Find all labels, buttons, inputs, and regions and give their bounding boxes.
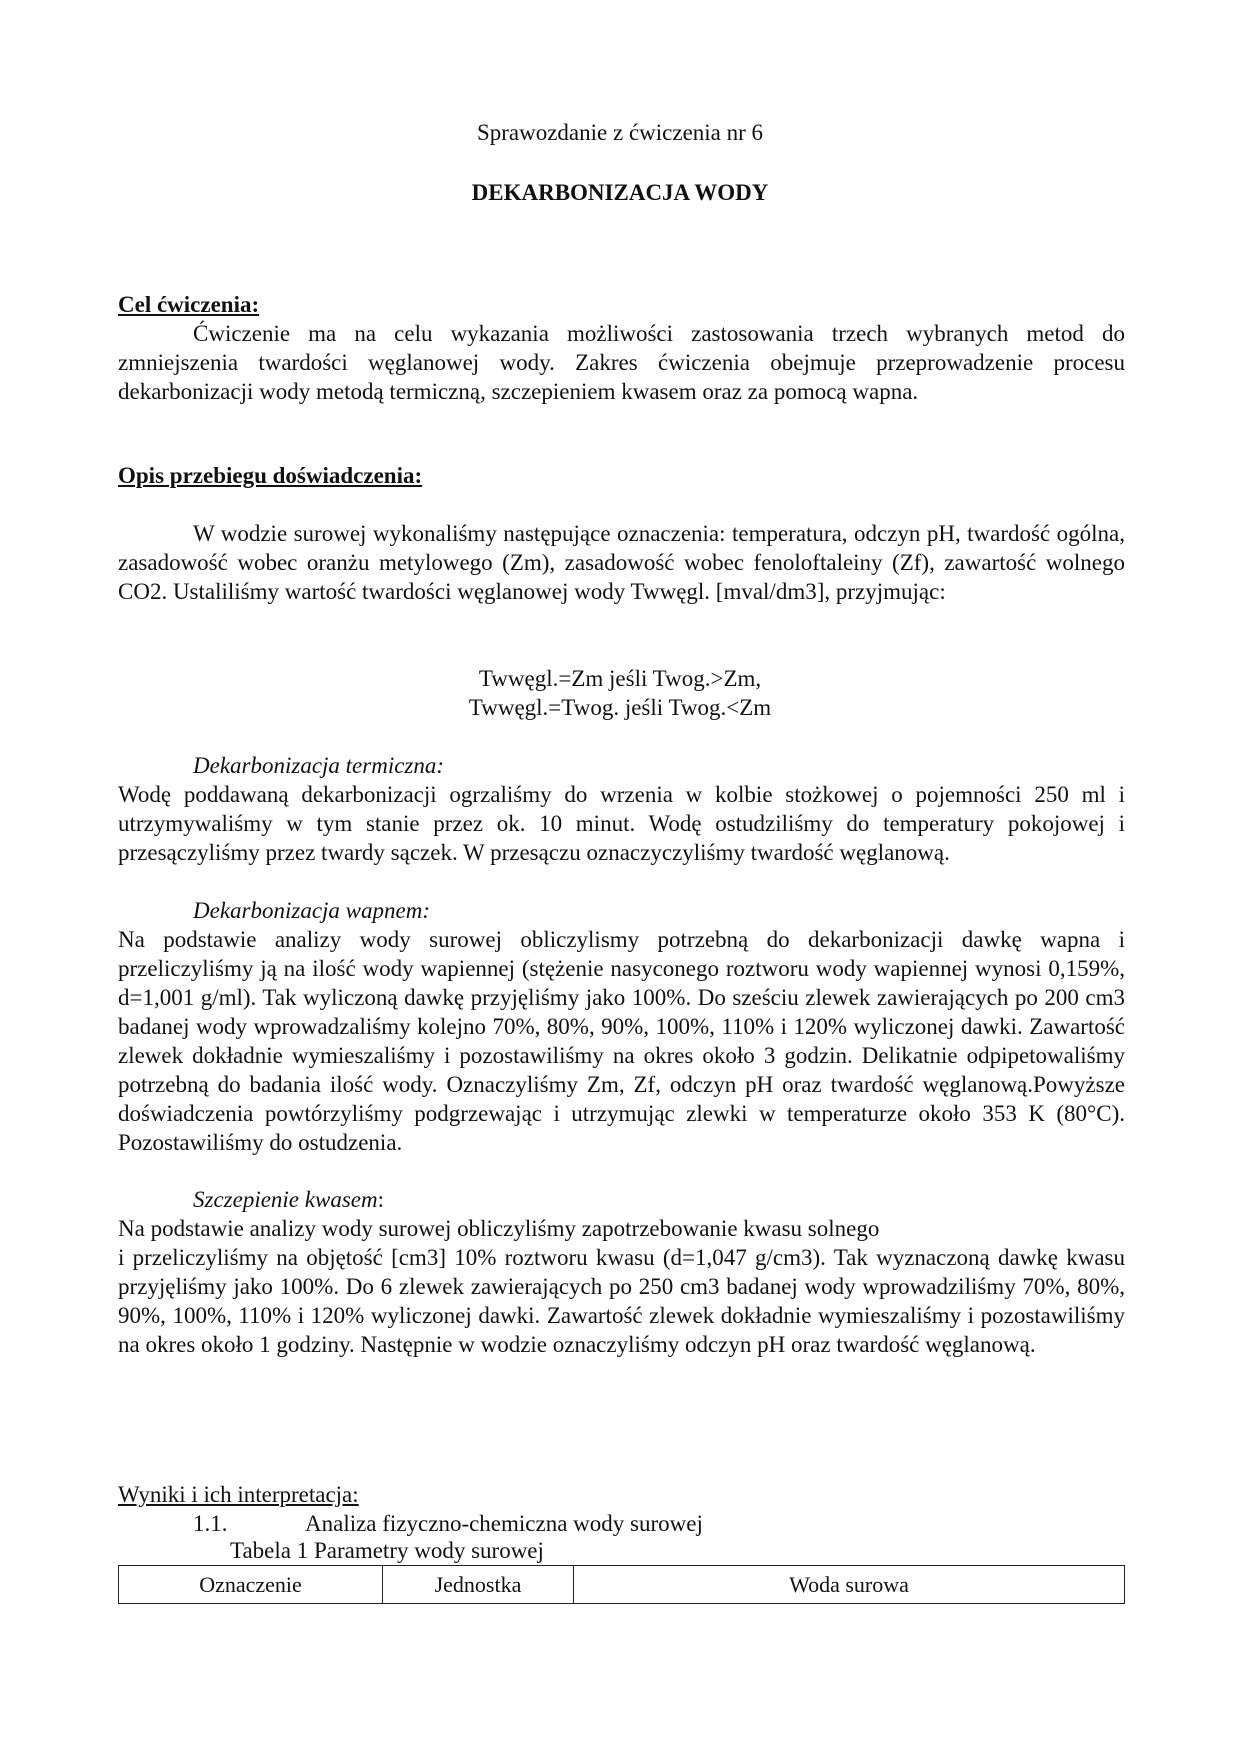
acid-first-line: Na podstawie analizy wody surowej obliczyliśmy zapotrzebowanie kwasu solnego (118, 1216, 880, 1241)
section-number: 1.1. (193, 1511, 228, 1536)
acid-paragraph: i przeliczyliśmy na objętość [cm3] 10% roztworu kwasu (d=1,047 g/cm3). Tak wyznaczoną dawkę kwasu przyjęliśmy jako 100%. Do 6 zlewek zawierających po 250 cm3 badanej wody wprowadziliśmy 70%, 80%, 90%, 100%, 110% i 120% wyliczonej dawki. Zawartość zlewek dokładnie wymieszaliśmy i pozostawiliśmy na okres około 1 godziny. Następnie w wodzie oznaczyliśmy odczyn pH oraz twardość węglanową. (118, 1245, 1125, 1357)
table-header-cell: Oznaczenie (119, 1566, 383, 1604)
lime-paragraph: Na podstawie analizy wody surowej obliczylismy potrzebną do dekarbonizacji dawkę wapna i przeliczyliśmy ją na ilość wody wapiennej (stężenie nasyconego roztworu wody wapiennej wynosi 0,159%, d=1,001 g/ml). Tak wyliczoną dawkę przyjęliśmy jako 100%. Do sześciu zlewek zawierających po 200 cm3 badanej wody wprowadzaliśmy kolejno 70%, 80%, 90%, 100%, 110% i 120% wyliczonej dawki. Zawartość zlewek dokładnie wymieszaliśmy i pozostawiliśmy na okres około 3 godzin. Delikatnie odpipetowaliśmy potrzebną do badania ilość wody. Oznaczyliśmy Zm, Zf, odczyn pH oraz twardość węglanową.Powyższe doświadczenia powtórzyliśmy podgrzewając i utrzymując zlewki w temperaturze około 353 K (80°C). Pozostawiliśmy do ostudzenia. (118, 927, 1125, 1155)
procedure-intro-text: W wodzie surowej wykonaliśmy następujące oznaczenia: temperatura, odczyn pH, twardość ogólna, zasadowość wobec oranżu metylowego (Zm), zasadowość wobec fenoloftaleiny (Zf), zawartość wolnego CO2. Ustaliliśmy wartość twardości węglanowej wody Twwęgl. [mval/dm3], przyjmując: (118, 521, 1125, 604)
table-header-row (119, 1566, 1125, 1604)
lime-heading: Dekarbonizacja wapnem: (193, 898, 430, 923)
thermal-heading: Dekarbonizacja termiczna: (193, 753, 445, 778)
report-title: Sprawozdanie z ćwiczenia nr 6 (476, 120, 764, 145)
procedure-heading: Opis przebiegu doświadczenia: (118, 463, 423, 488)
page-title: DEKARBONIZACJA WODY (471, 180, 769, 205)
thermal-paragraph: Wodę poddawaną dekarbonizacji ogrzaliśmy do wrzenia w kolbie stożkowej o pojemności 250 ml i utrzymywaliśmy w tym stanie przez ok. 10 minut. Wodę ostudziliśmy do temperatury pokojowej i przesączyliśmy przez twardy sączek. W przesączu oznaczyczyliśmy twardość węglanową. (118, 782, 1125, 865)
formula-line-2: Twwęgl.=Twog. jeśli Twog.<Zm (468, 695, 772, 720)
aim-paragraph (118, 319, 1125, 406)
table-header-cell: Jednostka (383, 1566, 574, 1604)
acid-heading-colon: : (377, 1187, 384, 1212)
formula-line-1: Twwęgl.=Zm jeśli Twog.>Zm, (478, 666, 762, 691)
results-heading: Wyniki i ich interpretacja: (118, 1482, 359, 1507)
section-title: Analiza fizyczno-chemiczna wody surowej (305, 1511, 703, 1536)
procedure-intro-paragraph (118, 519, 1125, 606)
acid-heading-line (193, 1185, 384, 1214)
table-caption: Tabela 1 Parametry wody surowej (230, 1538, 544, 1563)
aim-text: Ćwiczenie ma na celu wykazania możliwości zastosowania trzech wybranych metod do zmniejszenia twardości węglanowej wody. Zakres ćwiczenia obejmuje przeprowadzenie procesu dekarbonizacji wody metodą termiczną, szczepieniem kwasem oraz za pomocą wapna. (118, 321, 1125, 404)
raw-water-table (118, 1565, 1125, 1604)
table-header-cell: Woda surowa (574, 1566, 1125, 1604)
acid-heading: Szczepienie kwasem (193, 1187, 378, 1212)
aim-heading: Cel ćwiczenia: (118, 292, 260, 317)
